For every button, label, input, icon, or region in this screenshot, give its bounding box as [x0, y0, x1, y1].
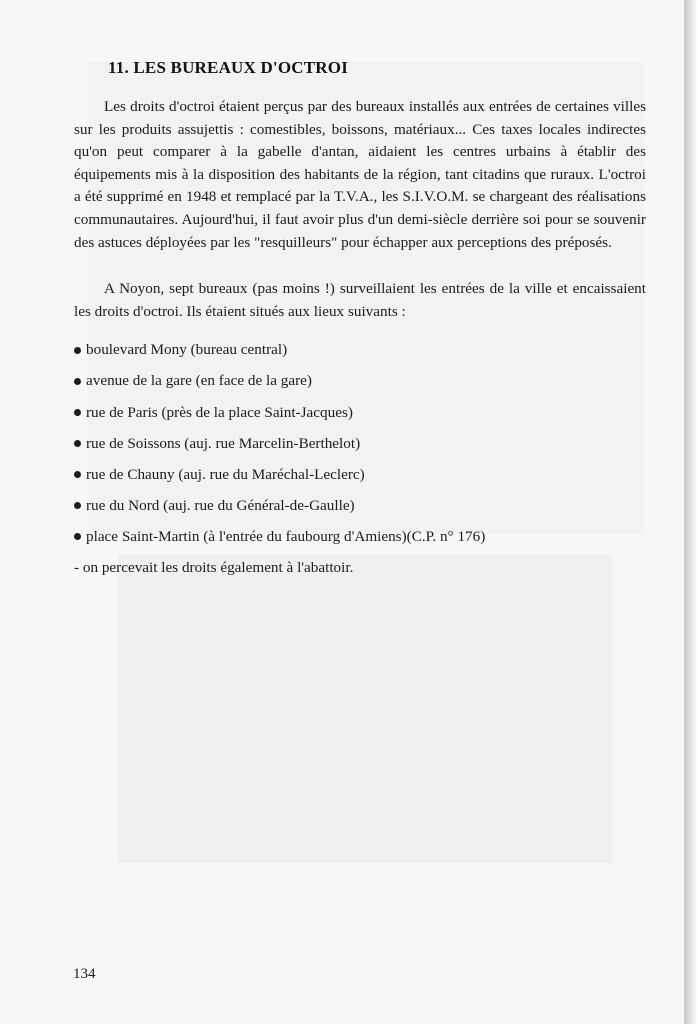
- location-text: rue de Soissons (auj. rue Marcelin-Berthelot): [86, 434, 361, 452]
- intro-paragraph: Les droits d'octroi étaient perçus par des bureaux installés aux entrées de certaines villes sur les produits assujettis : comestibles, boissons, matériaux... Ces taxes locales indirectes qu'on peut comparer à la gabelle d'antan, aidaient les centres urbains à établir des équipements mis à la disposition des habitants de la région, tant citadins que ruraux. L'octroi a été supprimé en 1948 et remplacé par la T.V.A., les S.I.V.O.M. se chargeant des réalisations communautaires. Aujourd'hui, il faut avoir plus d'un demi-siècle derrière soi pour se souvenir des astuces déployées par les "resquilleurs" pour échapper aux perceptions des préposés.: [74, 98, 646, 251]
- show-through-photo: [118, 555, 612, 863]
- closing-line: - on percevait les droits également à l'abattoir.: [74, 559, 354, 576]
- list-item: [74, 526, 646, 548]
- location-text: place Saint-Martin (à l'entrée du faubourg d'Amiens)(C.P. n° 176): [86, 527, 486, 545]
- location-text: boulevard Mony (bureau central): [86, 341, 288, 359]
- location-text: rue du Nord (auj. rue du Général-de-Gaulle): [86, 496, 355, 514]
- section-heading: 11. LES BUREAUX D'OCTROI: [108, 58, 349, 77]
- noyon-paragraph: A Noyon, sept bureaux (pas moins !) surveillaient les entrées de la ville et encaissaient les droits d'octroi. Ils étaient situés aux lieux suivants :: [74, 280, 646, 320]
- bullet-icon: [74, 502, 81, 509]
- list-item: [74, 464, 646, 486]
- bullet-icon: [74, 378, 81, 385]
- bullet-icon: [74, 347, 81, 354]
- location-text: avenue de la gare (en face de la gare): [86, 372, 312, 390]
- location-text: rue de Paris (près de la place Saint-Jacques): [86, 403, 353, 421]
- bullet-icon: [74, 471, 81, 478]
- page-number: 134: [73, 966, 96, 982]
- list-item: [74, 433, 646, 455]
- bullet-icon: [74, 409, 81, 416]
- bullet-icon: [74, 440, 81, 447]
- list-item: [74, 339, 646, 361]
- list-item: [74, 495, 646, 517]
- location-text: rue de Chauny (auj. rue du Maréchal-Leclerc): [86, 465, 365, 483]
- bullet-icon: [74, 533, 81, 540]
- page-edge-shadow: [684, 0, 698, 1024]
- list-item: [74, 370, 646, 392]
- list-item: [74, 402, 646, 424]
- location-list: [74, 339, 646, 548]
- page-content: [74, 58, 646, 579]
